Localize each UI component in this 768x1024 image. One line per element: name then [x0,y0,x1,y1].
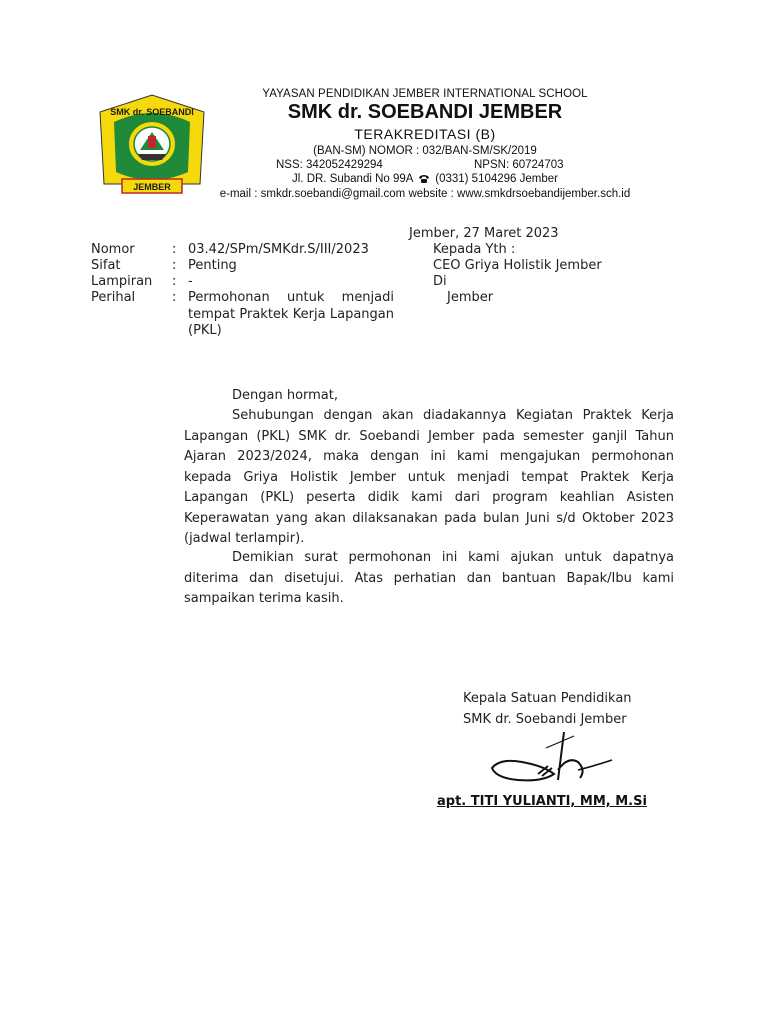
signatory-title: Kepala Satuan Pendidikan [463,691,632,706]
school-name: SMK dr. SOEBANDI JEMBER [287,101,563,123]
recipient-di: Di [433,274,447,289]
foundation-name: YAYASAN PENDIDIKAN JEMBER INTERNATIONAL SCHOOL [262,88,588,100]
body-paragraph-1: Sehubungan dengan akan diadakannya Kegiatan Praktek Kerja Lapangan (PKL) SMK dr. Soebandi Jember pada semester ganjil Tahun Ajaran 2023/2024, maka dengan ini kami mengajukan permohonan kepada Griya Holistik Jember untuk menjadi tempat Praktek Kerja Lapangan (PKL) peserta didik kami dari program keahlian Asisten Keperawatan yang akan dilaksanakan pada bulan Juni s/d Oktober 2023 (jadwal terlampir). [184,408,674,546]
ban-number: (BAN-SM) NOMOR : 032/BAN-SM/SK/2019 [313,145,537,157]
meta-label-nomor: Nomor [91,242,135,257]
meta-value-lampiran: - [188,274,193,289]
telephone-icon [418,174,430,183]
recipient-name: CEO Griya Holistik Jember [433,258,602,273]
logo-jember-text: JEMBER [133,182,171,192]
meta-value-perihal: Permohonan untuk menjadi tempat Praktek Kerja Lapangan (PKL) [188,290,394,338]
meta-value-nomor: 03.42/SPm/SMKdr.S/III/2023 [188,242,369,257]
nss-number: NSS: 342052429294 [276,159,383,171]
contact-info: e-mail : smkdr.soebandi@gmail.com website : www.smkdrsoebandijember.sch.id [219,188,631,200]
meta-label-lampiran: Lampiran [91,274,153,289]
meta-colon: : [172,290,177,305]
greeting: Dengan hormat, [232,388,339,403]
meta-colon: : [172,242,177,257]
signatory-school: SMK dr. Soebandi Jember [463,712,627,727]
meta-label-sifat: Sifat [91,258,121,273]
meta-value-sifat: Penting [188,258,237,273]
recipient-salutation: Kepada Yth : [433,242,516,257]
logo-arc-text: SMK dr. SOEBANDI [110,107,194,117]
address-street: Jl. DR. Subandi No 99A [292,173,413,185]
body-paragraph-2: Demikian surat permohonan ini kami ajukan untuk dapatnya diterima dan disetujui. Atas perhatian dan bantuan Bapak/Ibu kami sampaikan terima kasih. [184,550,674,606]
place-date: Jember, 27 Maret 2023 [409,226,559,241]
address-phone: (0331) 5104296 Jember [435,173,558,185]
meta-label-perihal: Perihal [91,290,136,305]
meta-colon: : [172,258,177,273]
meta-colon: : [172,274,177,289]
accreditation-status: TERAKREDITASI (B) [354,126,496,142]
npsn-number: NPSN: 60724703 [474,159,564,171]
handwritten-signature [482,730,622,790]
signatory-name: apt. TITI YULIANTI, MM, M.Si [437,794,647,809]
recipient-city: Jember [447,290,494,305]
school-address [180,173,670,185]
